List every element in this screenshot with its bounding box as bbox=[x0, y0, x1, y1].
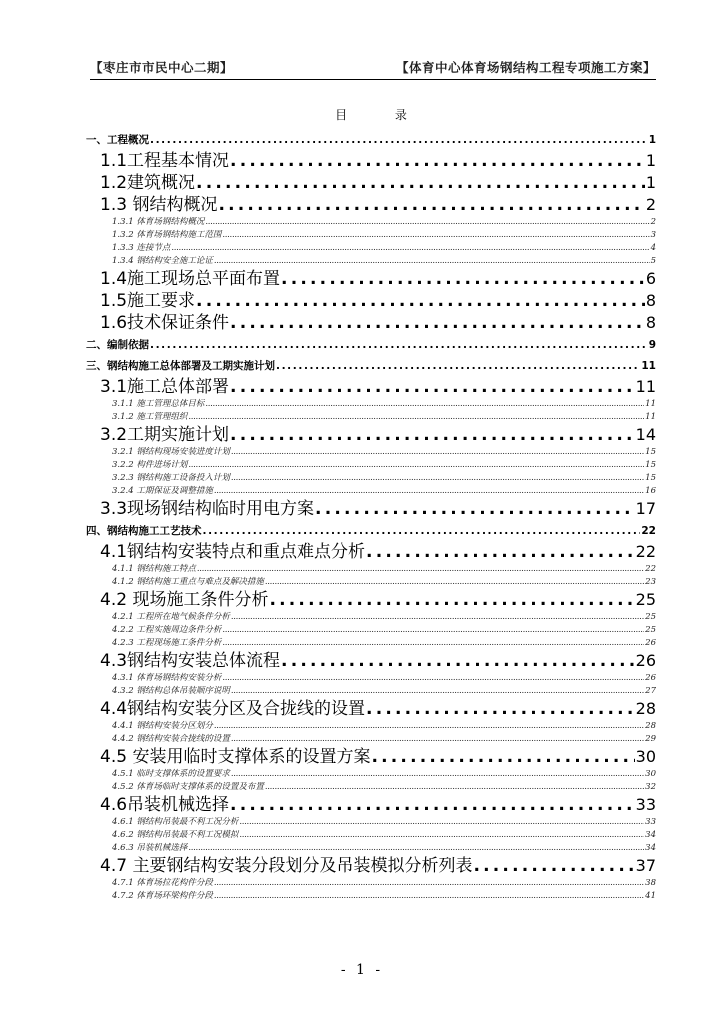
toc-entry-level-3[interactable] bbox=[86, 611, 656, 624]
toc-dot-leader bbox=[150, 336, 648, 355]
toc-entry-level-3[interactable] bbox=[86, 637, 656, 650]
toc-entry-page-number: 25 bbox=[645, 625, 656, 635]
toc-dot-leader bbox=[203, 522, 641, 541]
toc-entry-page-number: 15 bbox=[645, 473, 656, 483]
toc-dot-leader bbox=[281, 650, 635, 672]
toc-entry-level-3[interactable] bbox=[86, 398, 656, 411]
toc-entry-label: 4.1.1 钢结构施工特点 bbox=[112, 564, 196, 574]
toc-entry-level-2[interactable] bbox=[86, 172, 656, 194]
toc-entry-page-number: 27 bbox=[645, 686, 656, 696]
toc-entry-page-number: 16 bbox=[645, 486, 656, 496]
toc-entry-page-number: 14 bbox=[635, 425, 656, 444]
toc-entry-label: 4.3钢结构安装总体流程 bbox=[100, 651, 281, 671]
toc-dot-leader bbox=[205, 216, 649, 229]
toc-entry-page-number: 6 bbox=[645, 269, 656, 288]
toc-entry-label: 1.3.4 钢结构安全施工论证 bbox=[112, 256, 213, 266]
toc-entry-label: 3.1施工总体部署 bbox=[100, 377, 230, 397]
toc-dot-leader bbox=[230, 376, 635, 398]
toc-entry-label: 4.3.2 钢结构总体吊装顺序说明 bbox=[112, 686, 230, 696]
toc-entry-label: 3.1.2 施工管理组织 bbox=[112, 412, 188, 422]
toc-dot-leader bbox=[188, 411, 644, 424]
toc-entry-label: 4.3.1 体育场钢结构安装分析 bbox=[112, 673, 222, 683]
toc-entry-level-2[interactable] bbox=[86, 541, 656, 563]
toc-entry-label: 1.3 钢结构概况 bbox=[100, 195, 218, 215]
toc-title: 目 录 bbox=[335, 108, 429, 122]
toc-entry-label: 1.2建筑概况 bbox=[100, 173, 196, 193]
toc-dot-leader bbox=[239, 816, 644, 829]
toc-entry-label: 1.3.1 体育场钢结构概况 bbox=[112, 217, 205, 227]
toc-entry-label: 1.3.2 体育场钢结构施工范围 bbox=[112, 230, 222, 240]
header-document-title: 【体育中心体育场钢结构工程专项施工方案】 bbox=[395, 60, 656, 75]
toc-dot-leader bbox=[230, 794, 635, 816]
toc-dot-leader bbox=[222, 624, 644, 637]
toc-entry-level-3[interactable] bbox=[86, 672, 656, 685]
toc-entry-page-number: 1 bbox=[645, 151, 656, 170]
toc-entry-page-number: 22 bbox=[645, 564, 656, 574]
page-footer-number: - 1 - bbox=[340, 962, 384, 978]
toc-entry-level-1[interactable] bbox=[86, 357, 656, 376]
toc-entry-page-number: 2 bbox=[650, 217, 656, 227]
toc-entry-label: 4.1钢结构安装特点和重点难点分析 bbox=[100, 542, 366, 562]
toc-entry-page-number: 41 bbox=[645, 891, 656, 901]
toc-entry-label: 4.6.3 吊装机械选择 bbox=[112, 843, 188, 853]
page-header bbox=[90, 58, 656, 80]
toc-entry-level-3[interactable] bbox=[86, 446, 656, 459]
toc-entry-level-2[interactable] bbox=[86, 312, 656, 334]
table-of-contents bbox=[86, 131, 656, 903]
toc-entry-label: 4.4.1 钢结构安装分区划分 bbox=[112, 721, 213, 731]
toc-entry-page-number: 11 bbox=[645, 412, 656, 422]
toc-entry-label: 3.2.1 钢结构现场安装进度计划 bbox=[112, 447, 230, 457]
toc-entry-page-number: 25 bbox=[635, 590, 656, 609]
toc-entry-label: 1.3.3 连接节点 bbox=[112, 243, 171, 253]
toc-dot-leader bbox=[205, 398, 644, 411]
toc-entry-page-number: 22 bbox=[635, 542, 656, 561]
toc-dot-leader bbox=[150, 131, 648, 150]
toc-dot-leader bbox=[214, 485, 644, 498]
toc-entry-page-number: 11 bbox=[641, 360, 656, 372]
toc-entry-label: 一、工程概况 bbox=[86, 134, 149, 146]
toc-dot-leader bbox=[214, 890, 644, 903]
toc-entry-page-number: 4 bbox=[650, 243, 656, 253]
toc-entry-level-3[interactable] bbox=[86, 216, 656, 229]
toc-entry-level-2[interactable] bbox=[86, 746, 656, 768]
toc-dot-leader bbox=[473, 855, 634, 877]
toc-dot-leader bbox=[230, 424, 635, 446]
toc-entry-page-number: 17 bbox=[635, 499, 656, 518]
toc-entry-page-number: 15 bbox=[645, 460, 656, 470]
toc-entry-page-number: 25 bbox=[645, 612, 656, 622]
toc-entry-label: 4.7.1 体育场拉花构件分段 bbox=[112, 878, 213, 888]
toc-dot-leader bbox=[276, 357, 640, 376]
toc-entry-label: 4.6.1 钢结构吊装最不利工况分析 bbox=[112, 817, 239, 827]
toc-dot-leader bbox=[230, 150, 645, 172]
toc-entry-page-number: 11 bbox=[635, 377, 656, 396]
header-project-name: 【枣庄市市民中心二期】 bbox=[90, 60, 234, 75]
toc-entry-level-2[interactable] bbox=[86, 794, 656, 816]
toc-entry-level-2[interactable] bbox=[86, 855, 656, 877]
toc-entry-level-3[interactable] bbox=[86, 877, 656, 890]
toc-dot-leader bbox=[214, 255, 650, 268]
toc-entry-page-number: 23 bbox=[645, 577, 656, 587]
toc-dot-leader bbox=[315, 498, 635, 520]
toc-entry-label: 4.2.2 工程实施周边条件分析 bbox=[112, 625, 222, 635]
toc-dot-leader bbox=[222, 637, 644, 650]
toc-entry-level-2[interactable] bbox=[86, 268, 656, 290]
toc-entry-label: 3.3现场钢结构临时用电方案 bbox=[100, 499, 315, 519]
toc-entry-page-number: 8 bbox=[645, 313, 656, 332]
toc-entry-label: 3.2.4 工期保证及调整措施 bbox=[112, 486, 213, 496]
toc-entry-page-number: 26 bbox=[635, 651, 656, 670]
toc-entry-level-3[interactable] bbox=[86, 229, 656, 242]
toc-entry-level-1[interactable] bbox=[86, 336, 656, 355]
toc-entry-page-number: 1 bbox=[645, 173, 656, 192]
toc-entry-label: 4.2.3 工程现场施工条件分析 bbox=[112, 638, 222, 648]
toc-dot-leader bbox=[222, 672, 644, 685]
toc-entry-page-number: 37 bbox=[635, 856, 656, 875]
toc-entry-page-number: 1 bbox=[648, 134, 656, 146]
toc-dot-leader bbox=[222, 229, 649, 242]
toc-entry-level-2[interactable] bbox=[86, 376, 656, 398]
toc-entry-level-3[interactable] bbox=[86, 472, 656, 485]
toc-entry-label: 4.4.2 钢结构安装合拢线的设置 bbox=[112, 734, 230, 744]
toc-entry-page-number: 28 bbox=[635, 699, 656, 718]
toc-entry-level-3[interactable] bbox=[86, 842, 656, 855]
toc-entry-level-3[interactable] bbox=[86, 816, 656, 829]
toc-entry-label: 4.1.2 钢结构施工重点与难点及解决措施 bbox=[112, 577, 264, 587]
toc-entry-label: 4.5 安装用临时支撑体系的设置方案 bbox=[100, 747, 371, 767]
toc-entry-page-number: 9 bbox=[648, 339, 656, 351]
toc-entry-label: 4.5.1 临时支撑体系的设置要求 bbox=[112, 769, 230, 779]
toc-dot-leader bbox=[188, 842, 644, 855]
toc-entry-label: 3.2.3 钢结构施工设备投入计划 bbox=[112, 473, 230, 483]
document-page bbox=[86, 58, 656, 903]
toc-entry-label: 3.2工期实施计划 bbox=[100, 425, 230, 445]
toc-entry-page-number: 34 bbox=[645, 843, 656, 853]
toc-entry-label: 4.6.2 钢结构吊装最不利工况模拟 bbox=[112, 830, 239, 840]
toc-entry-page-number: 26 bbox=[645, 638, 656, 648]
toc-entry-label: 4.2.1 工程所在地气候条件分析 bbox=[112, 612, 230, 622]
toc-entry-level-3[interactable] bbox=[86, 890, 656, 903]
toc-entry-level-3[interactable] bbox=[86, 768, 656, 781]
toc-entry-label: 3.1.1 施工管理总体目标 bbox=[112, 399, 205, 409]
toc-dot-leader bbox=[366, 698, 635, 720]
toc-dot-leader bbox=[371, 746, 634, 768]
toc-entry-level-3[interactable] bbox=[86, 459, 656, 472]
toc-entry-level-3[interactable] bbox=[86, 255, 656, 268]
toc-entry-page-number: 38 bbox=[645, 878, 656, 888]
toc-dot-leader bbox=[265, 576, 644, 589]
toc-entry-label: 1.5施工要求 bbox=[100, 291, 196, 311]
toc-entry-label: 二、编制依据 bbox=[86, 339, 149, 351]
toc-entry-page-number: 34 bbox=[645, 830, 656, 840]
toc-dot-leader bbox=[231, 768, 644, 781]
toc-entry-level-3[interactable] bbox=[86, 563, 656, 576]
toc-dot-leader bbox=[196, 290, 645, 312]
toc-entry-label: 1.6技术保证条件 bbox=[100, 313, 230, 333]
toc-entry-page-number: 22 bbox=[641, 525, 656, 537]
toc-entry-level-3[interactable] bbox=[86, 624, 656, 637]
toc-entry-label: 4.7 主要钢结构安装分段划分及吊装模拟分析列表 bbox=[100, 856, 473, 876]
toc-entry-label: 三、钢结构施工总体部署及工期实施计划 bbox=[86, 360, 275, 372]
toc-dot-leader bbox=[231, 685, 644, 698]
toc-entry-label: 4.7.2 体育场环梁构件分段 bbox=[112, 891, 213, 901]
toc-entry-level-2[interactable] bbox=[86, 698, 656, 720]
toc-entry-label: 4.2 现场施工条件分析 bbox=[100, 590, 269, 610]
toc-dot-leader bbox=[231, 446, 644, 459]
toc-entry-level-3[interactable] bbox=[86, 781, 656, 794]
toc-entry-level-1[interactable] bbox=[86, 131, 656, 150]
toc-dot-leader bbox=[265, 781, 644, 794]
toc-entry-level-3[interactable] bbox=[86, 829, 656, 842]
toc-entry-level-2[interactable] bbox=[86, 424, 656, 446]
toc-entry-level-3[interactable] bbox=[86, 685, 656, 698]
toc-dot-leader bbox=[196, 172, 645, 194]
toc-entry-page-number: 32 bbox=[645, 782, 656, 792]
toc-entry-label: 4.6吊装机械选择 bbox=[100, 795, 230, 815]
toc-entry-label: 4.5.2 体育场临时支撑体系的设置及布置 bbox=[112, 782, 264, 792]
toc-entry-page-number: 30 bbox=[635, 747, 656, 766]
toc-dot-leader bbox=[231, 472, 644, 485]
toc-entry-page-number: 29 bbox=[645, 734, 656, 744]
toc-dot-leader bbox=[239, 829, 644, 842]
toc-entry-level-3[interactable] bbox=[86, 411, 656, 424]
toc-entry-level-3[interactable] bbox=[86, 720, 656, 733]
toc-entry-level-2[interactable] bbox=[86, 650, 656, 672]
toc-entry-page-number: 33 bbox=[635, 795, 656, 814]
toc-entry-label: 1.4施工现场总平面布置 bbox=[100, 269, 281, 289]
toc-dot-leader bbox=[366, 541, 635, 563]
toc-entry-page-number: 33 bbox=[645, 817, 656, 827]
toc-dot-leader bbox=[231, 733, 644, 746]
toc-entry-level-3[interactable] bbox=[86, 576, 656, 589]
toc-entry-label: 1.1工程基本情况 bbox=[100, 151, 230, 171]
toc-entry-page-number: 5 bbox=[650, 256, 656, 266]
toc-dot-leader bbox=[231, 611, 644, 624]
toc-entry-page-number: 11 bbox=[645, 399, 656, 409]
toc-entry-page-number: 28 bbox=[645, 721, 656, 731]
toc-entry-level-2[interactable] bbox=[86, 498, 656, 520]
toc-dot-leader bbox=[171, 242, 649, 255]
toc-dot-leader bbox=[230, 312, 645, 334]
toc-entry-level-2[interactable] bbox=[86, 589, 656, 611]
toc-entry-page-number: 8 bbox=[645, 291, 656, 310]
toc-dot-leader bbox=[269, 589, 634, 611]
toc-entry-label: 四、钢结构施工工艺技术 bbox=[86, 525, 202, 537]
toc-entry-page-number: 3 bbox=[650, 230, 656, 240]
toc-dot-leader bbox=[218, 194, 644, 216]
toc-entry-level-3[interactable] bbox=[86, 485, 656, 498]
toc-dot-leader bbox=[281, 268, 645, 290]
toc-entry-level-2[interactable] bbox=[86, 194, 656, 216]
toc-entry-page-number: 15 bbox=[645, 447, 656, 457]
toc-dot-leader bbox=[188, 459, 644, 472]
toc-entry-page-number: 30 bbox=[645, 769, 656, 779]
toc-entry-level-2[interactable] bbox=[86, 290, 656, 312]
toc-entry-level-3[interactable] bbox=[86, 242, 656, 255]
toc-entry-level-1[interactable] bbox=[86, 522, 656, 541]
toc-entry-level-3[interactable] bbox=[86, 733, 656, 746]
toc-dot-leader bbox=[197, 563, 644, 576]
toc-entry-label: 4.4钢结构安装分区及合拢线的设置 bbox=[100, 699, 366, 719]
toc-entry-page-number: 26 bbox=[645, 673, 656, 683]
toc-dot-leader bbox=[214, 720, 644, 733]
toc-entry-page-number: 2 bbox=[645, 195, 656, 214]
toc-dot-leader bbox=[214, 877, 644, 890]
toc-entry-level-2[interactable] bbox=[86, 150, 656, 172]
toc-entry-label: 3.2.2 构件进场计划 bbox=[112, 460, 188, 470]
